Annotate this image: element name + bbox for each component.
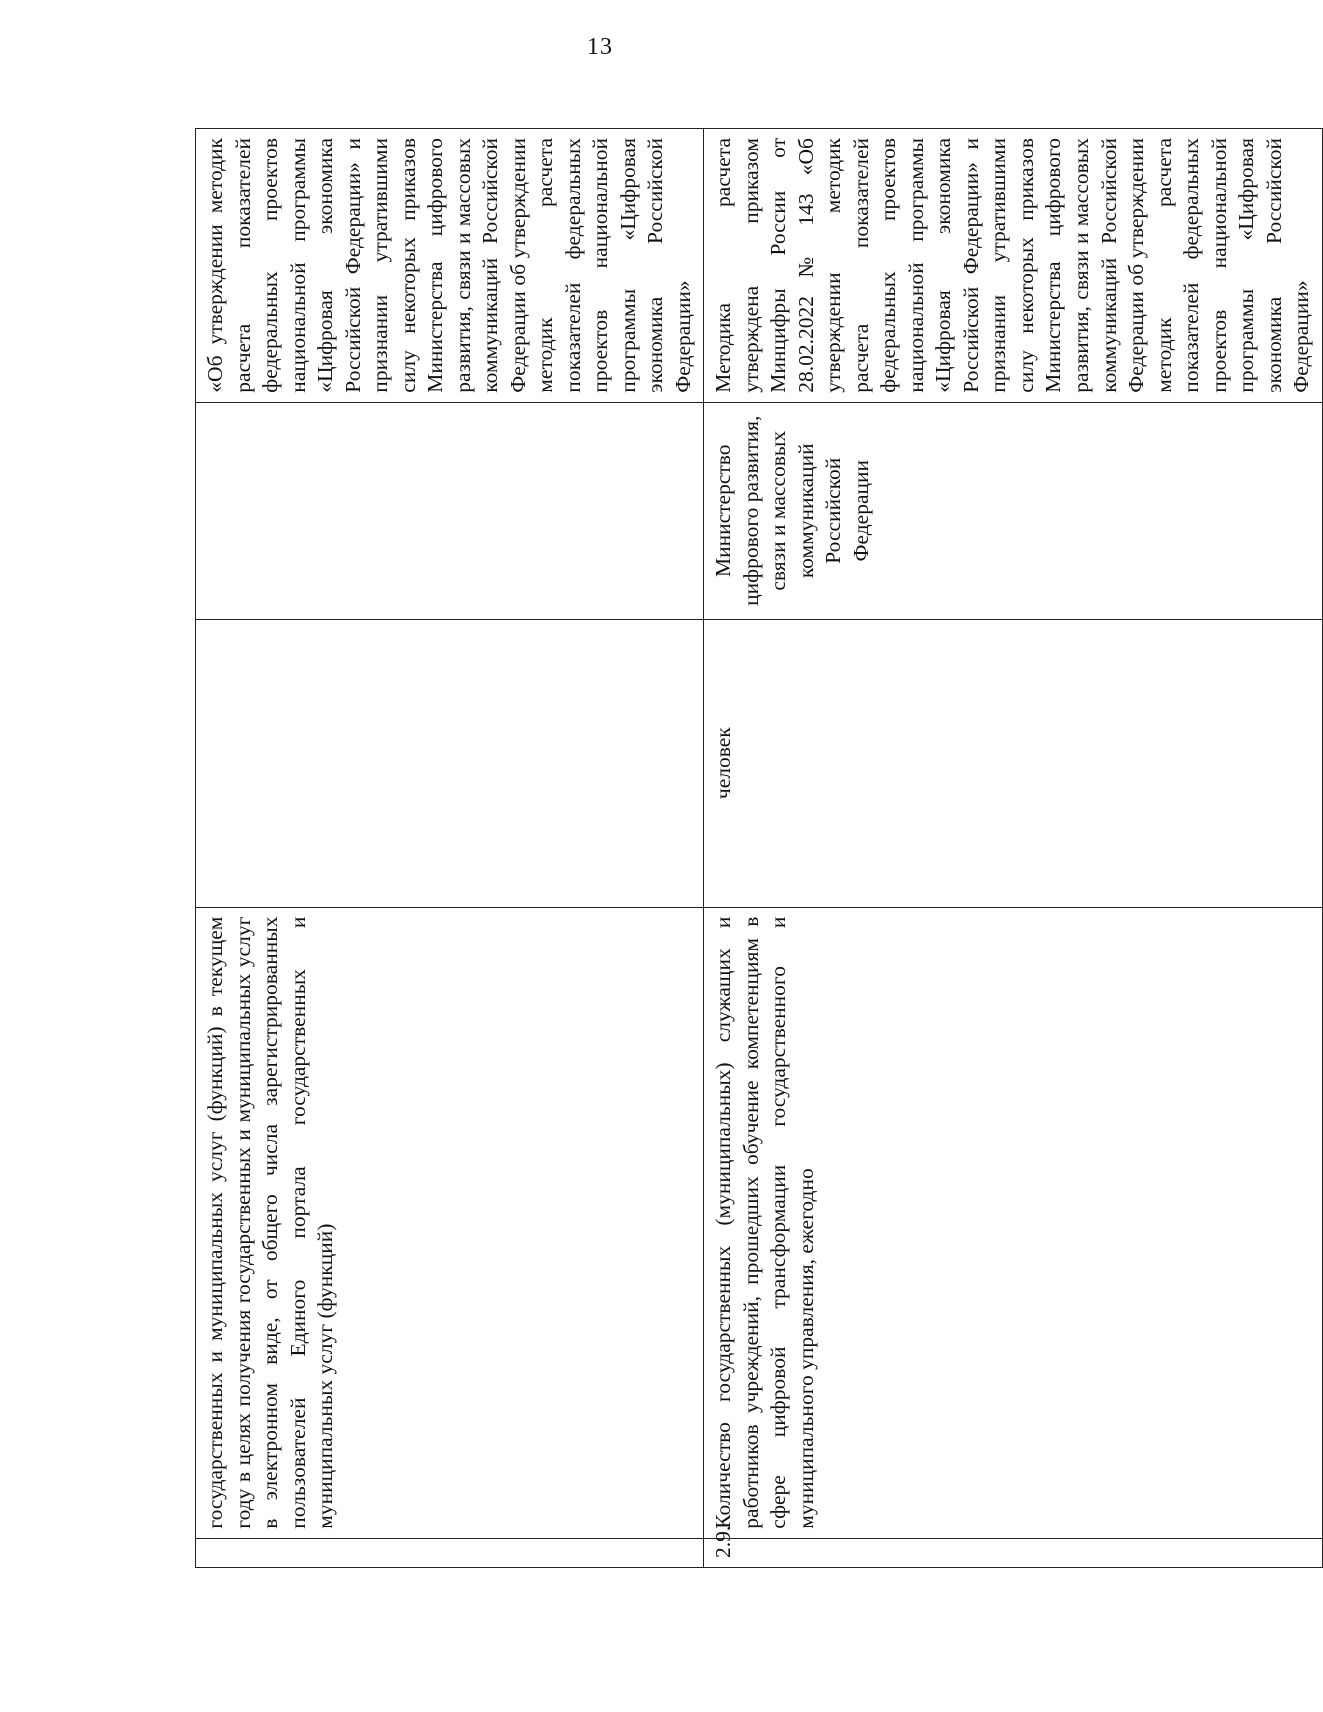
table-row [704, 129, 1322, 1568]
row-number-cell: 2.9. [704, 1538, 1322, 1567]
table-row [196, 129, 704, 1568]
unit-cell [196, 619, 704, 907]
indicator-name-cell: государственных и муниципальных услуг (функций) в текущем году в целях получения государственных и муниципальных услуг в электронном виде, от общего числа зарегистрированных пользователей Единого портала государственных и муниципальных услуг (функций) [196, 907, 704, 1538]
methodology-cell: Методика расчета утверждена приказом Минцифры России от 28.02.2022 № 143 «Об утверждении методик расчета показателей федеральных проектов национальной программы «Цифровая экономика Российской Федерации» и признании утратившими силу некоторых приказов Министерства цифрового развития, связи и массовых коммуникаций Российской Федерации об утверждении методик расчета показателей федеральных проектов национальной программы «Цифровая экономика Российской Федерации» [704, 129, 1322, 403]
page-number: 13 [587, 34, 613, 60]
rotated-table-container [195, 128, 1314, 1568]
responsible-cell [196, 402, 704, 619]
indicators-table [195, 128, 1323, 1568]
methodology-cell: «Об утверждении методик расчета показателей федеральных проектов национальной программы «Цифровая экономика Российской Федерации» и признании утратившими силу некоторых приказов Министерства цифрового развития, связи и массовых коммуникаций Российской Федерации об утверждении методик расчета показателей федеральных проектов национальной программы «Цифровая экономика Российской Федерации» [196, 129, 704, 403]
unit-cell: человек [704, 619, 1322, 907]
indicator-name-cell: Количество государственных (муниципальных) служащих и работников учреждений, прошедших обучение компетенциям в сфере цифровой трансформации государственного и муниципального управления, ежегодно [704, 907, 1322, 1538]
row-number-cell [196, 1538, 704, 1567]
responsible-cell: Министерство цифрового развития, связи и массовых коммуникаций Российской Федерации [704, 402, 1322, 619]
